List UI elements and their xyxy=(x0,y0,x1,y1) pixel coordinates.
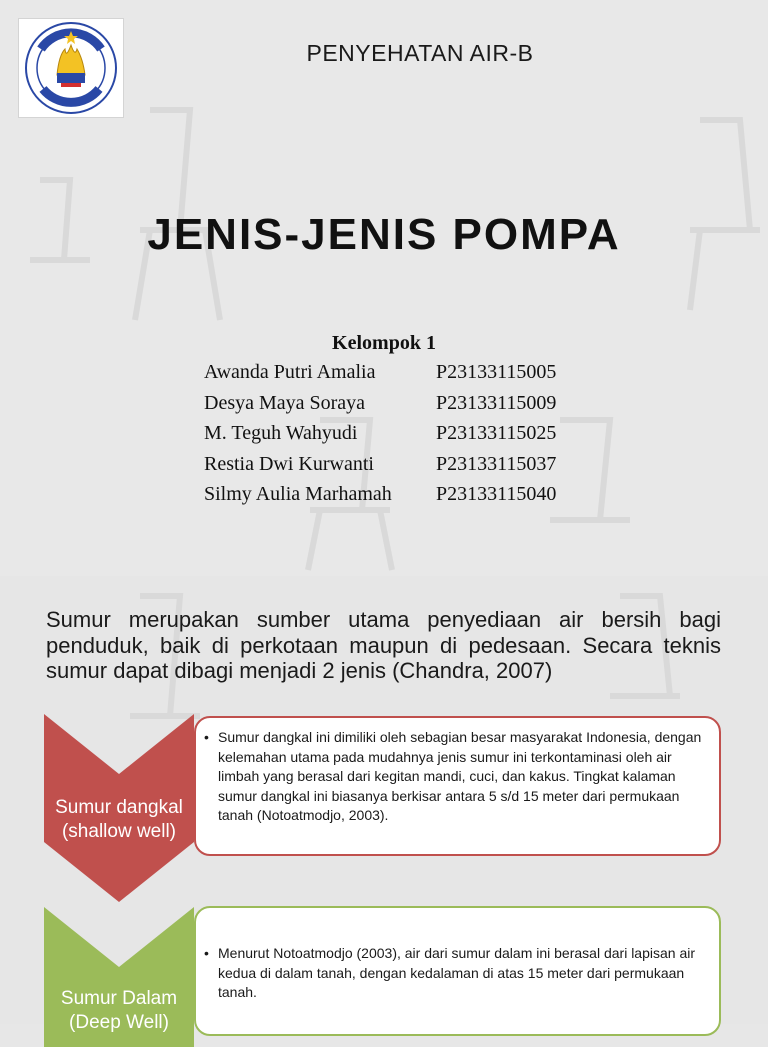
shallow-well-chevron xyxy=(44,714,194,902)
deep-well-chevron xyxy=(44,907,194,1047)
member-id: P23133115037 xyxy=(436,452,557,475)
member-id: P23133115040 xyxy=(436,483,557,505)
member-name: Restia Dwi Kurwanti xyxy=(204,452,374,475)
member-id: P23133115025 xyxy=(436,422,557,444)
member-name: Desya Maya Soraya xyxy=(204,391,366,414)
member-name: M. Teguh Wahyudi xyxy=(204,422,358,444)
member-name: Silmy Aulia Marhamah xyxy=(204,483,392,505)
bullet-icon: • xyxy=(204,945,209,961)
member-row xyxy=(204,422,604,453)
deep-well-text: Menurut Notoatmodjo (2003), air dari sumur dalam ini berasal dari lapisan air kedua di dalam tanah, dengan kedalaman di atas 15 meter dari permukaan tanah. xyxy=(218,945,696,1000)
shallow-well-label: Sumur dangkal (shallow well) xyxy=(55,797,183,842)
group-title: Kelompok 1 xyxy=(332,332,436,354)
bullet-icon: • xyxy=(204,729,209,745)
course-title: PENYEHATAN AIR-B xyxy=(306,40,534,66)
page-title: JENIS-JENIS POMPA xyxy=(147,210,621,259)
member-row xyxy=(204,392,604,423)
member-id: P23133115009 xyxy=(436,391,557,414)
member-list xyxy=(204,361,604,514)
member-row xyxy=(204,361,604,392)
member-name: Awanda Putri Amalia xyxy=(204,361,376,383)
deep-well-description xyxy=(194,906,721,1036)
deep-well-label: Sumur Dalam (Deep Well) xyxy=(60,988,178,1033)
member-row xyxy=(204,453,604,484)
shallow-well-text: Sumur dangkal ini dimiliki oleh sebagian besar masyarakat Indonesia, dengan kelemahan utama pada mudahnya jenis sumur ini terkontaminasi oleh air limbah yang berasal dari kegitan mandi, cuci, dan kakus. Tingkat kalaman sumur dangkal ini biasanya berkisar antara 5 s/d 15 meter dari permukaan tanah (Notoatmodjo, 2003). xyxy=(218,729,702,823)
shallow-well-description xyxy=(194,716,721,856)
intro-paragraph: Sumur merupakan sumber utama penyediaan air bersih bagi penduduk, baik di perkotaan maupun di pedesaan. Secara teknis sumur dapat dibagi menjadi 2 jenis (Chandra, 2007) xyxy=(46,607,721,683)
institution-logo xyxy=(18,18,124,118)
member-row xyxy=(204,483,604,514)
member-id: P23133115005 xyxy=(436,361,557,383)
